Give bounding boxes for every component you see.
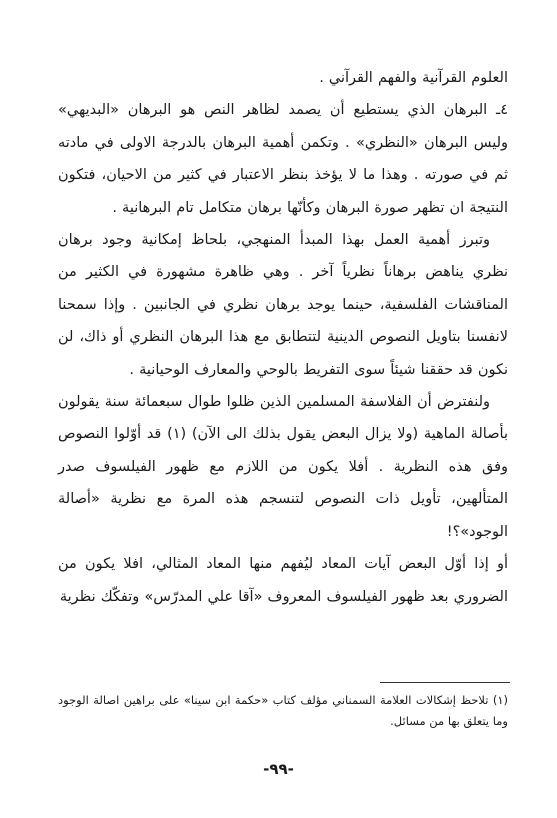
footnote-text: (١) تلاحظ إشكالات العلامة السمناني مؤلف كتاب «حكمة ابن سينا» على براهين اصالة الوجود وما يتعلق بها من مسائل. [58, 693, 508, 728]
main-text [58, 62, 508, 613]
footnote-divider [380, 682, 510, 683]
paragraph-philosophers: ولنفترض أن الفلاسفة المسلمين الذين ظلوا طوال سبعمائة سنة يقولون بأصالة الماهية (ولا يزال البعض يقول بذلك الى الآن) (١) قد أوّلوا النصوص وفق هذه النظرية . أفلا يكون من اللازم مع ظهور الفيلسوف صدر المتألهين، تأويل ذات النصوص لتنسجم هذه المرة مع نظرية «أصالة الوجود»؟! [58, 394, 508, 540]
paragraph-methodology: وتبرز أهمية العمل بهذا المبدأ المنهجي، بلحاظ إمكانية وجود برهان نظري يناهض برهاناً نظرياً آخر . وهي ظاهرة مشهورة في الكثير من المناقشات الفلسفية، حينما يوجد برهان نظري في الجانبين . وإذا سمحنا لانفسنا بتاويل النصوص الدينية لتتطابق مع هذا البرهان النظري أو ذاك، لن نكون قد حققنا شيئاً سوى التفريط بالوحي والمعارف الوحيانية . [58, 232, 508, 378]
paragraph-point-4: ٤ـ البرهان الذي يستطيع أن يصمد لظاهر النص هو البرهان «البديهي» وليس البرهان «النظري» . وتكمن أهمية البرهان بالدرجة الاولى في مادته ثم في صورته . وهذا ما لا يؤخذ بنظر الاعتبار في كثير من الاحيان، فتكون النتيجة ان تظهر صورة البرهان وكأنّها برهان متكامل تام البرهانية . [58, 102, 508, 216]
page-number: -٩٩- [263, 760, 294, 778]
paragraph-continuation: العلوم القرآنية والفهم القرآني . [319, 70, 508, 86]
paragraph-resurrection: أو إذا أوّل البعض آيات المعاد ليُفهم منها المعاد المثالي، افلا يكون من الضروري بعد ظهور الفيلسوف المعروف «آقا علي المدرّس» وتفكّك نظرية [58, 556, 508, 605]
footnote [58, 690, 508, 732]
